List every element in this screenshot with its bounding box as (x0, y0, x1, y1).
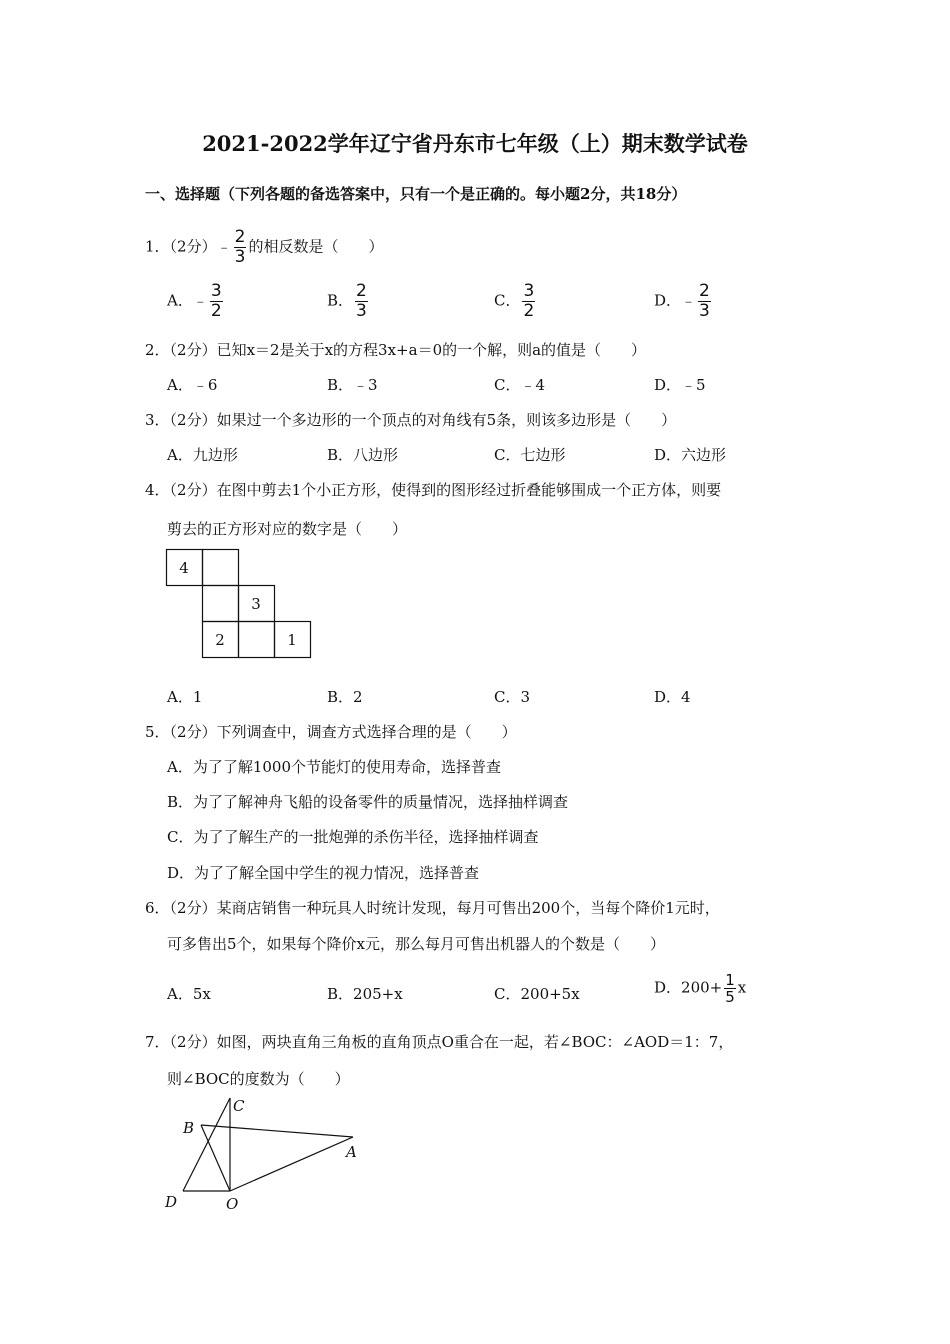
net-label-1: 1 (287, 631, 297, 649)
net-label-2: 2 (215, 631, 225, 649)
question-4-line2: 剪去的正方形对应的数字是（ ） (167, 520, 408, 538)
q5-option-b: B．为了了解神舟飞船的设备零件的质量情况，选择抽样调查 (167, 793, 569, 811)
q5-option-c: C．为了了解生产的一批炮弹的杀伤半径，选择抽样调查 (167, 828, 539, 846)
q4-option-b: B．2 (327, 688, 363, 706)
question-4: 4．（2分）在图中剪去1个小正方形，使得到的图形经过折叠能够围成一个正方体，则要 (145, 481, 722, 499)
q1-option-b: B． $\frac{2}{3}$ (327, 281, 367, 321)
segment-cd (183, 1098, 230, 1191)
q4-option-d: D．4 (654, 688, 691, 706)
question-score: （2分） (169, 237, 217, 256)
question-3: 3．（2分）如果过一个多边形的一个顶点的对角线有5条，则该多边形是（ ） (145, 411, 677, 429)
question-6: 6．（2分）某商店销售一种玩具人时统计发现，每月可售出200个，当每个降价1元时， (145, 899, 720, 917)
q5-option-a: A．为了了解1000个节能灯的使用寿命，选择普查 (167, 758, 502, 776)
question-5: 5．（2分）下列调查中，调查方式选择合理的是（ ） (145, 723, 517, 741)
question-7-line2: 则∠BOC的度数为（ ） (167, 1070, 350, 1088)
point-label-b: B (183, 1119, 195, 1137)
net-cell-empty-bottom (239, 622, 275, 658)
q6-option-a: A．5x (167, 985, 211, 1003)
q2-option-d: D．﹣5 (654, 376, 706, 394)
section-heading: 一、选择题（下列各题的备选答案中，只有一个是正确的。每小题2分，共18分） (145, 185, 687, 203)
question-text: 的相反数是（ ） (248, 237, 384, 256)
q3-option-d: D．六边形 (654, 446, 727, 464)
q5-option-d: D．为了了解全国中学生的视力情况，选择普查 (167, 864, 480, 882)
q3-option-c: C．七边形 (494, 446, 566, 464)
q4-option-a: A．1 (167, 688, 203, 706)
negative-sign: ﹣ (216, 237, 232, 256)
triangle-boards-figure (160, 1095, 370, 1220)
point-label-c: C (233, 1097, 245, 1115)
question-number: 1． (145, 237, 170, 256)
cube-net-figure (160, 545, 320, 660)
q1-option-a: A．﹣ $\frac{3}{2}$ (167, 281, 222, 321)
net-cell-empty-mid (203, 586, 239, 622)
segment-bo (201, 1125, 230, 1191)
q2-option-a: A．﹣6 (167, 376, 218, 394)
q6-option-c: C．200+5x (494, 985, 580, 1003)
q6-option-d: D．200+ $\frac{1}{5}$ x (654, 971, 747, 1006)
q6-option-b: B．205+x (327, 985, 403, 1003)
q1-option-d: D．﹣ $\frac{2}{3}$ (654, 281, 710, 321)
q3-option-a: A．九边形 (167, 446, 238, 464)
net-label-4: 4 (179, 559, 189, 577)
question-2: 2．（2分）已知x＝2是关于x的方程3x+a＝0的一个解，则a的值是（ ） (145, 341, 647, 359)
net-cell-empty-top (203, 550, 239, 586)
page-title: 2021-2022学年辽宁省丹东市七年级（上）期末数学试卷 (202, 131, 748, 156)
question-1 (145, 228, 383, 267)
question-6-line2: 可多售出5个，如果每个降价x元，那么每月可售出机器人的个数是（ ） (167, 935, 666, 953)
net-label-3: 3 (251, 595, 261, 613)
segment-ba (201, 1125, 353, 1137)
q1-option-c: C． $\frac{3}{2}$ (494, 281, 535, 321)
q2-option-c: C．﹣4 (494, 376, 546, 394)
q2-option-b: B．﹣3 (327, 376, 378, 394)
q4-option-c: C．3 (494, 688, 531, 706)
point-label-o: O (226, 1195, 239, 1213)
question-7: 7．（2分）如图，两块直角三角板的直角顶点O重合在一起，若∠BOC：∠AOD＝1：7， (145, 1033, 734, 1051)
segment-oa (230, 1137, 353, 1191)
point-label-d: D (165, 1193, 178, 1211)
q3-option-b: B．八边形 (327, 446, 399, 464)
fraction: $\frac{2}{3}$ (234, 227, 246, 267)
point-label-a: A (346, 1143, 357, 1161)
